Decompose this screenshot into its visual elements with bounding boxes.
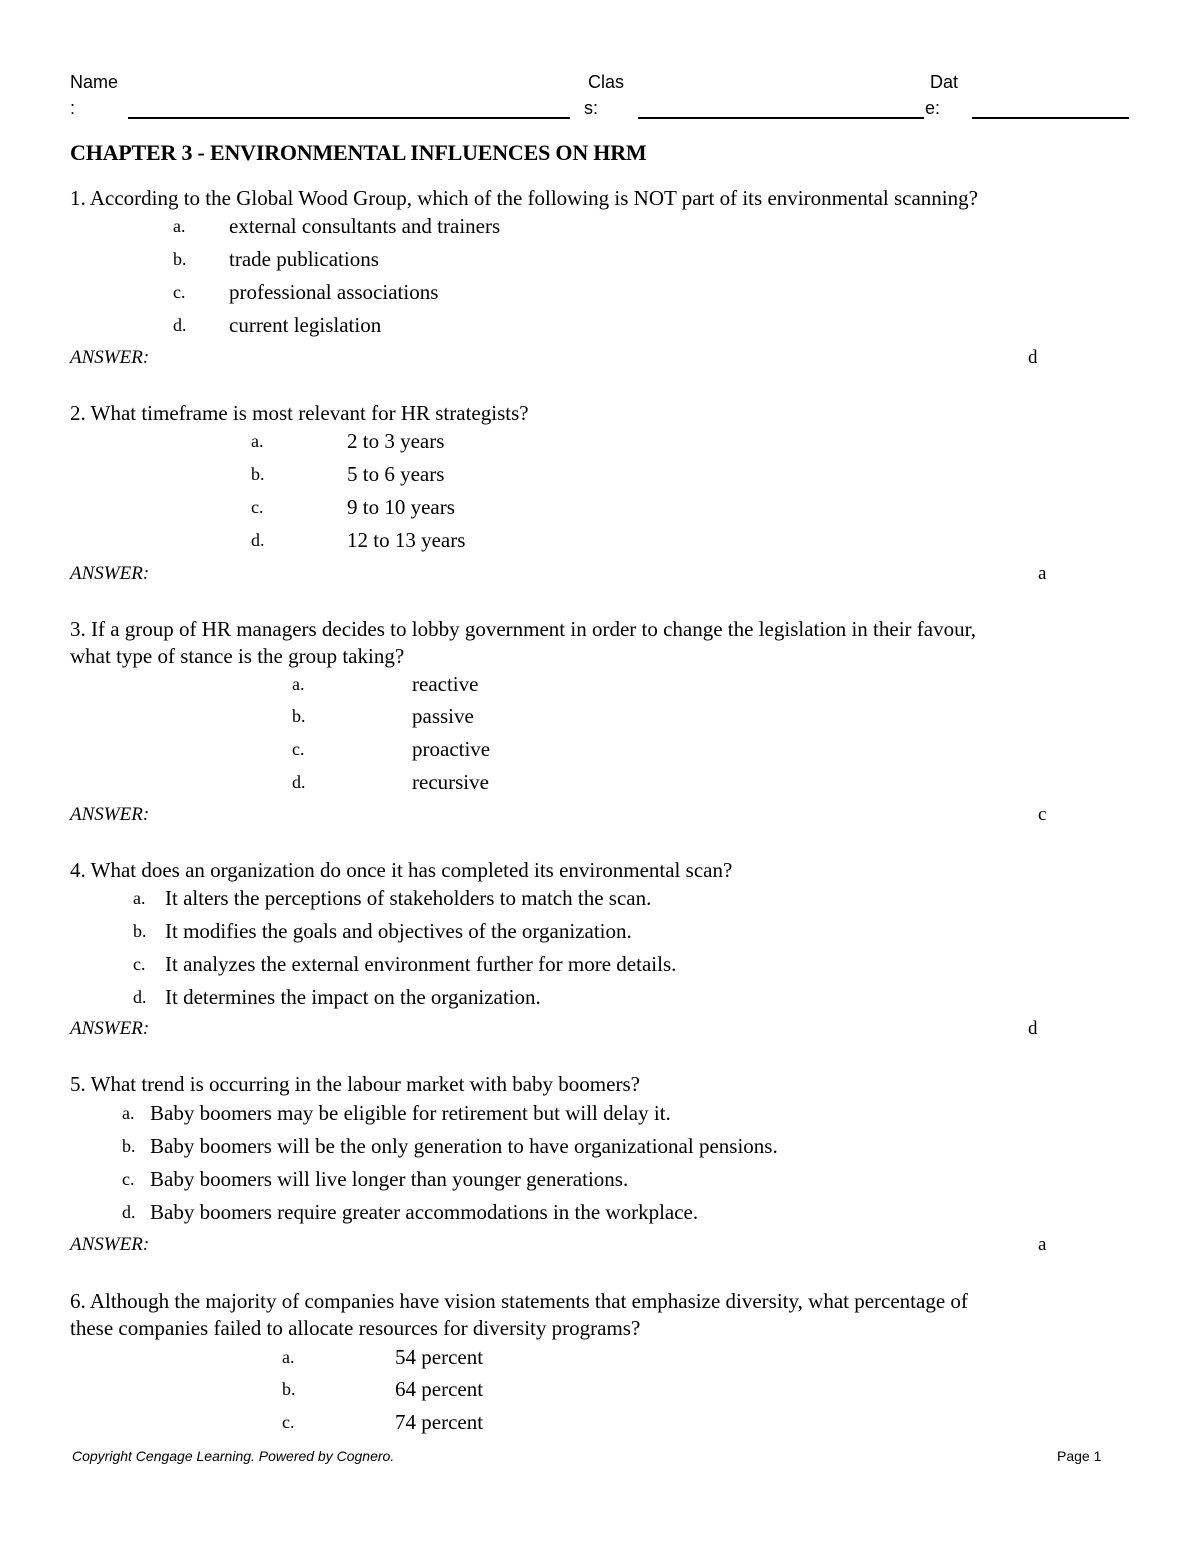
question-text: these companies failed to allocate resources for diversity programs? (70, 1316, 641, 1340)
class-blank-line[interactable] (638, 117, 924, 119)
option-letter: b. (282, 1379, 296, 1399)
option-text[interactable]: 12 to 13 years (347, 528, 466, 552)
option-text[interactable]: 64 percent (395, 1377, 484, 1401)
option-letter: c. (173, 282, 186, 302)
question-text: 6. Although the majority of companies have vision statements that emphasize diversity, what percentage of (70, 1289, 968, 1313)
option-letter: a. (282, 1347, 295, 1367)
date-label-top: Dat (930, 72, 959, 92)
answer-label: ANSWER: (70, 1234, 150, 1255)
option-letter: d. (292, 772, 306, 792)
option-text[interactable]: reactive (412, 672, 479, 696)
option-text[interactable]: 2 to 3 years (347, 429, 445, 453)
option-letter: c. (292, 739, 305, 759)
date-blank-line[interactable] (972, 117, 1129, 119)
option-text[interactable]: It modifies the goals and objectives of the organization. (165, 919, 632, 943)
name-blank-line[interactable] (128, 117, 570, 119)
option-letter: b. (251, 464, 265, 484)
answer-value: a (1038, 1234, 1047, 1255)
answer-value: d (1028, 1018, 1038, 1039)
footer-copyright: Copyright Cengage Learning. Powered by Cognero. (72, 1448, 395, 1464)
question-text: 4. What does an organization do once it has completed its environmental scan? (70, 858, 733, 882)
option-text[interactable]: Baby boomers may be eligible for retirement but will delay it. (150, 1101, 671, 1125)
option-text[interactable]: professional associations (229, 280, 439, 304)
option-letter: c. (251, 497, 264, 517)
option-letter: b. (173, 249, 187, 269)
option-letter: c. (282, 1412, 295, 1432)
option-text[interactable]: 74 percent (395, 1410, 484, 1434)
option-text[interactable]: recursive (412, 770, 489, 794)
option-text[interactable]: 5 to 6 years (347, 462, 445, 486)
question-text: 3. If a group of HR managers decides to lobby government in order to change the legislation in their favour, (70, 617, 976, 641)
option-letter: a. (251, 431, 264, 451)
option-text[interactable]: external consultants and trainers (229, 214, 501, 238)
option-letter: d. (133, 987, 147, 1007)
option-letter: b. (133, 921, 147, 941)
option-text[interactable]: Baby boomers will live longer than younger generations. (150, 1167, 629, 1191)
question-text: what type of stance is the group taking? (70, 644, 405, 668)
option-text[interactable]: Baby boomers will be the only generation to have organizational pensions. (150, 1134, 778, 1158)
option-text[interactable]: passive (412, 704, 474, 728)
option-letter: b. (292, 706, 306, 726)
option-letter: a. (292, 674, 305, 694)
option-letter: c. (133, 954, 146, 974)
option-text[interactable]: Baby boomers require greater accommodations in the workplace. (150, 1200, 699, 1224)
option-text[interactable]: trade publications (229, 247, 379, 271)
option-text[interactable]: current legislation (229, 313, 382, 337)
question-text: 5. What trend is occurring in the labour market with baby boomers? (70, 1072, 640, 1096)
answer-label: ANSWER: (70, 804, 150, 825)
option-letter: d. (251, 530, 265, 550)
option-text[interactable]: It determines the impact on the organization. (165, 985, 541, 1009)
option-text[interactable]: 9 to 10 years (347, 495, 455, 519)
answer-label: ANSWER: (70, 563, 150, 584)
date-label-bottom: e: (925, 98, 941, 118)
option-text[interactable]: It analyzes the external environment further for more details. (165, 952, 677, 976)
name-label-top: Name (70, 72, 119, 92)
option-letter: b. (122, 1136, 136, 1156)
answer-label: ANSWER: (70, 347, 150, 368)
option-letter: a. (173, 216, 186, 236)
question-text: 2. What timeframe is most relevant for HR strategists? (70, 401, 529, 425)
question-text: 1. According to the Global Wood Group, which of the following is NOT part of its environmental scanning? (70, 186, 978, 210)
class-label-bottom: s: (584, 98, 599, 118)
answer-value: d (1028, 347, 1038, 368)
page-number: Page 1 (1057, 1448, 1102, 1464)
option-text[interactable]: It alters the perceptions of stakeholders to match the scan. (165, 886, 652, 910)
answer-value: a (1038, 563, 1047, 584)
option-text[interactable]: 54 percent (395, 1345, 484, 1369)
option-text[interactable]: proactive (412, 737, 491, 761)
option-letter: c. (122, 1169, 135, 1189)
chapter-title: CHAPTER 3 - ENVIRONMENTAL INFLUENCES ON HRM (70, 140, 647, 165)
option-letter: d. (122, 1202, 136, 1222)
option-letter: d. (173, 315, 187, 335)
option-letter: a. (122, 1103, 135, 1123)
class-label-top: Clas (588, 72, 625, 92)
answer-value: c (1038, 804, 1047, 825)
name-label-bottom: : (70, 98, 76, 118)
option-letter: a. (133, 888, 146, 908)
answer-label: ANSWER: (70, 1018, 150, 1039)
